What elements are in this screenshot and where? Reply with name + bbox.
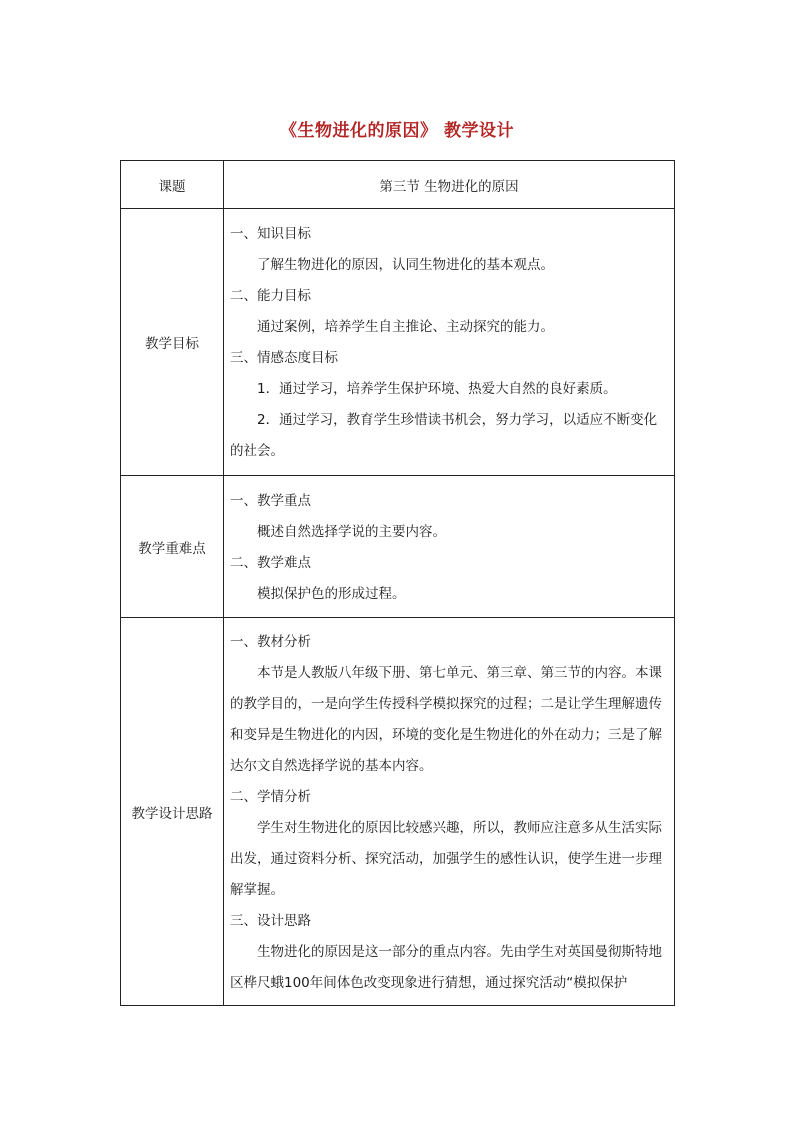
topic-value: 第三节 生物进化的原因 (224, 161, 675, 209)
goals-line: 一、知识目标 (230, 226, 311, 242)
key-points-line: 模拟保护色的形成过程。 (257, 585, 406, 602)
table-row-topic (121, 161, 675, 209)
design-line: 一、教材分析 (230, 633, 311, 650)
design-line: 学生对生物进化的原因比较感兴趣，所以，教师应注意多从生活实际出发，通过资料分析、探究活动，加强学生的感性认识，使学生进一步理解掌握。 (230, 819, 662, 898)
lesson-plan-table (120, 160, 675, 1006)
goals-line: 三、情感态度目标 (230, 350, 338, 366)
design-label: 教学设计思路 (121, 618, 224, 1006)
design-line: 三、设计思路 (230, 912, 311, 929)
key-points-line: 概述自然选择学说的主要内容。 (257, 523, 446, 540)
goals-content (224, 209, 675, 476)
goals-line: 2．通过学习，教育学生珍惜读书机会，努力学习，以适应不断变化的社会。 (230, 412, 658, 459)
goals-label: 教学目标 (121, 209, 224, 476)
table-row-key-points (121, 476, 675, 618)
key-points-line: 二、教学难点 (230, 554, 311, 571)
topic-label: 课题 (121, 161, 224, 209)
goals-line: 通过案例，培养学生自主推论、主动探究的能力。 (257, 319, 554, 335)
table-row-goals (121, 209, 675, 476)
key-points-label: 教学重难点 (121, 476, 224, 618)
design-line: 二、学情分析 (230, 788, 311, 805)
design-line: 本节是人教版八年级下册、第七单元、第三章、第三节的内容。本课的教学目的，一是向学生传授科学模拟探究的过程；二是让学生理解遗传和变异是生物进化的内因，环境的变化是生物进化的外在动力；三是了解达尔文自然选择学说的基本内容。 (230, 664, 662, 774)
key-points-line: 一、教学重点 (230, 492, 311, 509)
key-points-content (224, 476, 675, 618)
goals-line: 了解生物进化的原因，认同生物进化的基本观点。 (257, 257, 554, 273)
design-line: 生物进化的原因是这一部分的重点内容。先由学生对英国曼彻斯特地区桦尺蛾100年间体色改变现象进行猜想，通过探究活动“模拟保护 (230, 943, 662, 991)
goals-line: 1．通过学习，培养学生保护环境、热爱大自然的良好素质。 (257, 381, 617, 397)
design-content (224, 618, 675, 1006)
table-row-design (121, 618, 675, 1006)
goals-line: 二、能力目标 (230, 288, 311, 304)
document-title: 《生物进化的原因》 教学设计 (280, 121, 514, 141)
